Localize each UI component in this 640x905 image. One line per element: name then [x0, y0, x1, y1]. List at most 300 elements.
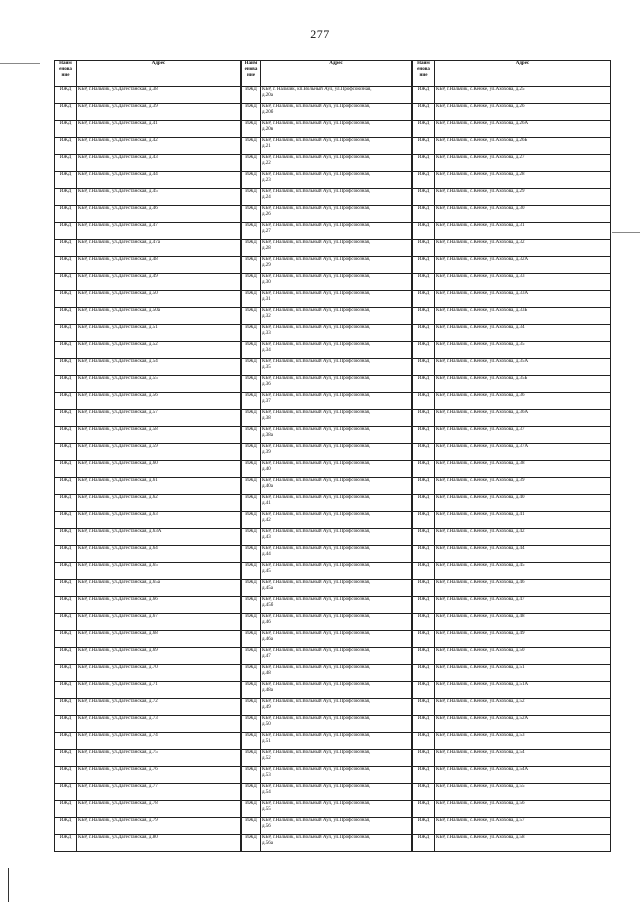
- address-line: КБР, г.Нальчик, ул.Дагестанская, д.47а: [78, 240, 160, 245]
- kind-cell: ИЖД: [55, 682, 77, 699]
- address-cell: [77, 308, 241, 325]
- address-cell: [261, 427, 412, 444]
- address-cell: [77, 478, 241, 495]
- address-line: КБР, г.Нальчик, с.Кенже, ул.Ахохова, д.32А: [436, 257, 529, 262]
- address-cell: [261, 478, 412, 495]
- address-line-house: д.20а: [262, 93, 274, 98]
- address-line: КБР, г.Нальчик, ул.Дагестанская, д.45: [78, 189, 158, 194]
- kind-cell: ИЖД: [413, 631, 435, 648]
- address-line-house: д.43: [262, 535, 271, 540]
- address-cell: [77, 274, 241, 291]
- table-row: [413, 393, 611, 410]
- scan-mark-right: [612, 232, 640, 233]
- address-line: КБР, г.Нальчик, с.Кенже, ул.Ахохова, д.48: [436, 614, 525, 619]
- address-line: КБР, г.Нальчик, ул.Дагестанская, д.76: [78, 767, 158, 772]
- table-row: [55, 257, 241, 274]
- table-row: [242, 699, 412, 716]
- address-line: КБР, г.Нальчик, кп.Вольный Аул, ул.Профсоюзная,: [262, 478, 371, 483]
- address-line: КБР, г.Нальчик, ул.Дагестанская, д.52: [78, 342, 158, 347]
- address-line-house: д.22: [262, 161, 271, 166]
- address-line: КБР, г.Нальчик, с.Кенже, ул.Ахохова, д.36: [436, 393, 525, 398]
- table-row: [242, 614, 412, 631]
- kind-cell: ИЖД: [413, 461, 435, 478]
- table-row: [413, 206, 611, 223]
- address-cell: [77, 138, 241, 155]
- kind-cell: ИЖД: [242, 206, 261, 223]
- address-line: КБР, г.Нальчик, кп.Вольный Аул, ул.Профсоюзная,: [262, 325, 371, 330]
- kind-cell: ИЖД: [413, 274, 435, 291]
- address-cell: [77, 529, 241, 546]
- table-row: [55, 223, 241, 240]
- address-line-house: д.53: [262, 773, 271, 778]
- address-line: КБР, г.Нальчик, кп.Вольный Аул, ул.Профсоюзная,: [262, 767, 371, 772]
- kind-cell: ИЖД: [413, 784, 435, 801]
- table-row: [413, 716, 611, 733]
- table-row: [55, 274, 241, 291]
- address-line: КБР, г.Нальчик, кп.Вольный Аул, ул.Профсоюзная,: [262, 138, 371, 143]
- kind-cell: ИЖД: [413, 750, 435, 767]
- address-cell: [435, 189, 611, 206]
- kind-cell: ИЖД: [242, 291, 261, 308]
- table-row: [242, 206, 412, 223]
- address-cell: [435, 563, 611, 580]
- address-cell: [77, 682, 241, 699]
- table-row: [413, 291, 611, 308]
- address-cell: [77, 631, 241, 648]
- address-cell: [77, 393, 241, 410]
- kind-cell: ИЖД: [413, 240, 435, 257]
- address-line: КБР, г.Нальчик, кп.Вольный Аул, ул.Профсоюзная,: [262, 274, 371, 279]
- address-line-house: д.56а: [262, 841, 274, 846]
- kind-cell: ИЖД: [413, 614, 435, 631]
- address-cell: [435, 393, 611, 410]
- address-header: Адрес: [77, 61, 241, 87]
- address-cell: [77, 410, 241, 427]
- table-row: [55, 699, 241, 716]
- address-line: КБР, г.Нальчик, ул.Дагестанская, д.38: [78, 87, 158, 92]
- kind-cell: ИЖД: [413, 478, 435, 495]
- address-line: КБР, г.Нальчик, кп.Вольный Аул, ул.Профсоюзная,: [262, 716, 371, 721]
- table-row: [413, 223, 611, 240]
- table-row: [242, 580, 412, 597]
- address-line: КБР, г.Нальчик, ул.Дагестанская, д.79: [78, 818, 158, 823]
- kind-cell: ИЖД: [413, 682, 435, 699]
- table-row: [242, 172, 412, 189]
- kind-cell: ИЖД: [242, 393, 261, 410]
- kind-header: Наим енова ние: [413, 61, 435, 87]
- address-line-house: д.35: [262, 365, 271, 370]
- address-line: КБР, г.Нальчик, кп.Вольный Аул, ул.Профсоюзная,: [262, 172, 371, 177]
- kind-cell: ИЖД: [413, 699, 435, 716]
- address-line: КБР, г.Нальчик, ул.Дагестанская, д.72: [78, 699, 158, 704]
- address-cell: [261, 444, 412, 461]
- table-row: [55, 189, 241, 206]
- address-line: КБР, г.Нальчик, кп.Вольный Аул, ул.Профсоюзная,: [262, 291, 371, 296]
- address-line: КБР, г.Нальчик, ул.Дагестанская, д.75: [78, 750, 158, 755]
- address-line-house: д.48а: [262, 688, 274, 693]
- table-row: [413, 733, 611, 750]
- table-row: [55, 495, 241, 512]
- kind-cell: ИЖД: [55, 563, 77, 580]
- table-row: [413, 427, 611, 444]
- address-line-house: д.23: [262, 178, 271, 183]
- table-row: [55, 206, 241, 223]
- address-cell: [435, 410, 611, 427]
- address-line: КБР, г.Нальчик, кп.Вольный Аул, ул.Профсоюзная,: [262, 410, 371, 415]
- address-cell: [261, 801, 412, 818]
- address-line: КБР, г.Нальчик, ул.Дагестанская, д.54: [78, 359, 158, 364]
- address-line-house: д.26: [262, 212, 271, 217]
- address-cell: [435, 376, 611, 393]
- address-cell: [261, 648, 412, 665]
- kind-cell: ИЖД: [242, 784, 261, 801]
- kind-cell: ИЖД: [242, 478, 261, 495]
- table-row: [413, 563, 611, 580]
- table-row: [413, 444, 611, 461]
- address-cell: [435, 648, 611, 665]
- address-line-house: д.42: [262, 518, 271, 523]
- kind-cell: ИЖД: [55, 427, 77, 444]
- table-row: [413, 478, 611, 495]
- table-row: [242, 478, 412, 495]
- address-cell: [261, 546, 412, 563]
- table-row: [55, 291, 241, 308]
- address-line: КБР, г.Нальчик, с.Кенже, ул.Ахохова, д.42: [436, 529, 525, 534]
- address-line: КБР, г.Нальчик, ул.Дагестанская, д.70: [78, 665, 158, 670]
- kind-cell: ИЖД: [55, 274, 77, 291]
- address-cell: [77, 104, 241, 121]
- table-row: [413, 121, 611, 138]
- table-row: [413, 597, 611, 614]
- kind-cell: ИЖД: [55, 138, 77, 155]
- address-cell: [261, 223, 412, 240]
- table-row: [242, 359, 412, 376]
- table-row: [55, 801, 241, 818]
- table-row: [242, 716, 412, 733]
- address-line-house: д.41: [262, 501, 271, 506]
- kind-cell: ИЖД: [242, 274, 261, 291]
- kind-cell: ИЖД: [242, 410, 261, 427]
- address-line: КБР, г.Нальчик, с.Кенже, ул.Ахохова, д.52: [436, 699, 525, 704]
- table-row: [242, 750, 412, 767]
- address-line: КБР, г.Нальчик, кп.Вольный Аул, ул.Профсоюзная,: [262, 359, 371, 364]
- address-line: КБР, г.Нальчик, кп.Вольный Аул, ул.Профсоюзная,: [262, 546, 371, 551]
- kind-cell: ИЖД: [55, 733, 77, 750]
- address-line-house: д.38: [262, 416, 271, 421]
- kind-cell: ИЖД: [242, 665, 261, 682]
- register-rows-right: [413, 87, 611, 852]
- address-line-house: д.40а: [262, 484, 274, 489]
- address-line: КБР, г.Нальчик, кп.Вольный Аул, ул.Профсоюзная,: [262, 648, 371, 653]
- address-cell: [261, 393, 412, 410]
- table-row: [242, 240, 412, 257]
- address-cell: [77, 648, 241, 665]
- address-cell: [435, 359, 611, 376]
- address-line: КБР, г.Нальчик, ул.Дагестанская, д.60: [78, 461, 158, 466]
- kind-cell: ИЖД: [413, 716, 435, 733]
- address-line: КБР, г.Нальчик, с.Кенже, ул.Ахохова, д.27: [436, 155, 525, 160]
- address-cell: [261, 461, 412, 478]
- kind-cell: ИЖД: [55, 835, 77, 852]
- address-cell: [435, 750, 611, 767]
- address-cell: [77, 359, 241, 376]
- address-line: КБР, г.Нальчик, кп.Вольный Аул, ул.Профсоюзная,: [262, 206, 371, 211]
- kind-cell: ИЖД: [242, 614, 261, 631]
- kind-cell: ИЖД: [242, 155, 261, 172]
- address-cell: [77, 325, 241, 342]
- table-row: [55, 308, 241, 325]
- address-line: КБР, г.Нальчик, с.Кенже, ул.Ахохова, д.30: [436, 206, 525, 211]
- table-row: [242, 342, 412, 359]
- address-cell: [435, 597, 611, 614]
- address-line-house: д.45: [262, 569, 271, 574]
- kind-cell: ИЖД: [55, 631, 77, 648]
- address-cell: [77, 257, 241, 274]
- table-row: [55, 733, 241, 750]
- table-row: [242, 410, 412, 427]
- address-cell: [435, 342, 611, 359]
- kind-cell: ИЖД: [55, 206, 77, 223]
- table-row: [413, 87, 611, 104]
- kind-cell: ИЖД: [242, 376, 261, 393]
- address-cell: [435, 546, 611, 563]
- address-line: КБР, г.Нальчик, с.Кенже, ул.Ахохова, д.55: [436, 784, 525, 789]
- table-row: [242, 461, 412, 478]
- address-cell: [261, 614, 412, 631]
- table-row: [413, 461, 611, 478]
- address-line: КБР, г.Нальчик, кп.Вольный Аул, ул.Профсоюзная,: [262, 733, 371, 738]
- address-cell: [261, 104, 412, 121]
- table-row: [55, 325, 241, 342]
- table-row: [55, 631, 241, 648]
- address-line: КБР, г.Нальчик, ул.Дагестанская, д.50а: [78, 308, 160, 313]
- kind-cell: ИЖД: [55, 342, 77, 359]
- kind-cell: ИЖД: [55, 325, 77, 342]
- address-cell: [261, 410, 412, 427]
- kind-cell: ИЖД: [242, 359, 261, 376]
- kind-cell: ИЖД: [242, 801, 261, 818]
- address-cell: [261, 835, 412, 852]
- address-line: КБР, г.Нальчик, с.Кенже, ул.Ахохова, д.52А: [436, 716, 529, 721]
- address-cell: [77, 461, 241, 478]
- table-row: [413, 818, 611, 835]
- table-row: [242, 325, 412, 342]
- table-row: [242, 87, 412, 104]
- address-cell: [261, 750, 412, 767]
- kind-cell: ИЖД: [242, 631, 261, 648]
- kind-cell: ИЖД: [413, 342, 435, 359]
- address-line: КБР, г.Нальчик, ул.Дагестанская, д.49: [78, 274, 158, 279]
- table-row: [55, 104, 241, 121]
- address-line: КБР, г.Нальчик, ул.Дагестанская, д.74: [78, 733, 158, 738]
- address-cell: [435, 206, 611, 223]
- table-row: [55, 342, 241, 359]
- address-line: КБР, г.Нальчик, с.Кенже, ул.Ахохова, д.37А: [436, 444, 529, 449]
- table-row: [242, 784, 412, 801]
- address-line: КБР, г.Нальчик, кп.Вольный Аул, ул.Профсоюзная,: [262, 699, 371, 704]
- kind-cell: ИЖД: [413, 376, 435, 393]
- kind-cell: ИЖД: [242, 597, 261, 614]
- table-row: [55, 359, 241, 376]
- address-line: КБР, г.Нальчик, ул.Дагестанская, д.63А: [78, 529, 162, 534]
- address-line: КБР, г.Нальчик, ул.Дагестанская, д.63: [78, 512, 158, 517]
- address-line: КБР, г.Нальчик, с.Кенже, ул.Ахохова, д.32: [436, 240, 525, 245]
- address-line: КБР, г.Нальчик, с.Кенже, ул.Ахохова, д.56: [436, 801, 525, 806]
- address-cell: [77, 597, 241, 614]
- table-row: [242, 376, 412, 393]
- table-row: [55, 444, 241, 461]
- address-line-house: д.56: [262, 824, 271, 829]
- address-line: КБР, г.Нальчик, ул.Дагестанская, д.56: [78, 393, 158, 398]
- address-line: КБР, г.Нальчик, с.Кенже, ул.Ахохова, д.38: [436, 461, 525, 466]
- table-row: [55, 121, 241, 138]
- address-line: КБР, г.Нальчик, кп.Вольный Аул, ул.Профсоюзная,: [262, 801, 371, 806]
- table-row: [242, 818, 412, 835]
- table-row: [413, 342, 611, 359]
- table-row: [55, 767, 241, 784]
- table-row: [413, 257, 611, 274]
- address-cell: [261, 206, 412, 223]
- kind-header: Наим енова ние: [55, 61, 77, 87]
- table-row: [55, 512, 241, 529]
- table-row: [55, 155, 241, 172]
- address-cell: [261, 189, 412, 206]
- address-line: КБР, г.Нальчик, ул.Дагестанская, д.78: [78, 801, 158, 806]
- address-header: Адрес: [435, 61, 611, 87]
- kind-cell: ИЖД: [55, 750, 77, 767]
- address-cell: [77, 427, 241, 444]
- kind-cell: ИЖД: [413, 648, 435, 665]
- address-line: КБР, г.Нальчик, кп.Вольный Аул, ул.Профсоюзная,: [262, 818, 371, 823]
- address-line: КБР, г.Нальчик, с.Кенже, ул.Ахохова, д.45: [436, 563, 525, 568]
- address-line: КБР, г.Нальчик, ул.Дагестанская, д.67: [78, 614, 158, 619]
- address-cell: [261, 291, 412, 308]
- address-line: КБР, г.Нальчик, ул.Дагестанская, д.50: [78, 291, 158, 296]
- address-cell: [435, 512, 611, 529]
- kind-cell: ИЖД: [413, 580, 435, 597]
- address-cell: [77, 240, 241, 257]
- address-line-house: д.40: [262, 467, 271, 472]
- address-cell: [261, 563, 412, 580]
- address-cell: [435, 495, 611, 512]
- table-row: [55, 393, 241, 410]
- address-cell: [435, 699, 611, 716]
- kind-cell: ИЖД: [413, 138, 435, 155]
- address-line: КБР, г.Нальчик, ул.Дагестанская, д.77: [78, 784, 158, 789]
- register-table-right: [412, 60, 611, 852]
- address-line-house: д.52: [262, 756, 271, 761]
- table-row: [55, 580, 241, 597]
- address-cell: [77, 665, 241, 682]
- table-row: [55, 461, 241, 478]
- address-line: КБР, г.Нальчик, кп.Вольный Аул, ул.Профсоюзная,: [262, 121, 371, 126]
- address-cell: [77, 835, 241, 852]
- address-line: КБР, г.Нальчик, ул.Дагестанская, д.66: [78, 597, 158, 602]
- address-line: КБР, г.Нальчик, кп.Вольный Аул, ул.Профсоюзная,: [262, 495, 371, 500]
- address-line: КБР, г.Нальчик, с.Кенже, ул.Ахохова, д.33: [436, 274, 525, 279]
- address-line-house: д.51: [262, 739, 271, 744]
- address-cell: [435, 87, 611, 104]
- table-row: [242, 291, 412, 308]
- address-line: КБР, г.Нальчик, с.Кенже, ул.Ахохова, д.47: [436, 597, 525, 602]
- kind-cell: ИЖД: [413, 818, 435, 835]
- address-cell: [261, 784, 412, 801]
- address-line-house: д.30: [262, 280, 271, 285]
- kind-cell: ИЖД: [413, 291, 435, 308]
- table-row: [413, 359, 611, 376]
- table-row: [55, 427, 241, 444]
- address-cell: [261, 325, 412, 342]
- kind-cell: ИЖД: [242, 818, 261, 835]
- address-line: КБР, г.Нальчик, с.Кенже, ул.Ахохова, д.57: [436, 818, 525, 823]
- address-line-house: д.21: [262, 144, 271, 149]
- table-row: [55, 614, 241, 631]
- address-line: КБР, г.Нальчик, ул.Дагестанская, д.59: [78, 444, 158, 449]
- address-cell: [435, 240, 611, 257]
- address-line: КБР, г.Нальчик, ул.Дагестанская, д.69: [78, 648, 158, 653]
- table-row: [242, 835, 412, 852]
- address-line: КБР, г.Нальчик, кп.Вольный Аул, ул.Профсоюзная,: [262, 240, 371, 245]
- kind-cell: ИЖД: [413, 104, 435, 121]
- address-line: КБР, г.Нальчик, ул.Дагестанская, д.47: [78, 223, 158, 228]
- address-line: КБР, г.Нальчик, с.Кенже, ул.Ахохова, д.44: [436, 546, 525, 551]
- table-row: [413, 155, 611, 172]
- address-cell: [77, 495, 241, 512]
- address-line: КБР, г.Нальчик, с.Кенже, ул.Ахохова, д.26А: [436, 121, 529, 126]
- address-cell: [435, 801, 611, 818]
- kind-cell: ИЖД: [55, 716, 77, 733]
- table-header: [55, 61, 241, 87]
- address-cell: [435, 291, 611, 308]
- address-cell: [77, 87, 241, 104]
- address-line-house: д.24: [262, 195, 271, 200]
- kind-cell: ИЖД: [242, 138, 261, 155]
- kind-cell: ИЖД: [413, 512, 435, 529]
- kind-cell: ИЖД: [55, 801, 77, 818]
- address-cell: [261, 274, 412, 291]
- address-line-house: д.55: [262, 807, 271, 812]
- table-row: [413, 274, 611, 291]
- kind-cell: ИЖД: [55, 512, 77, 529]
- address-line: КБР, г.Нальчик, с.Кенже, ул.Ахохова, д.46: [436, 580, 525, 585]
- kind-cell: ИЖД: [413, 410, 435, 427]
- address-line-house: д.34: [262, 348, 271, 353]
- address-cell: [435, 529, 611, 546]
- table-row: [413, 767, 611, 784]
- table-row: [242, 223, 412, 240]
- address-cell: [435, 223, 611, 240]
- table-row: [242, 801, 412, 818]
- kind-cell: ИЖД: [55, 291, 77, 308]
- table-row: [242, 512, 412, 529]
- address-cell: [435, 325, 611, 342]
- address-line-house: д.54: [262, 790, 271, 795]
- kind-cell: ИЖД: [413, 87, 435, 104]
- address-line-house: д.32: [262, 314, 271, 319]
- address-cell: [435, 308, 611, 325]
- address-line: КБР, г.Нальчик, с.Кенже, ул.Ахохова, д.39: [436, 478, 525, 483]
- address-line: КБР, г.Нальчик, кп.Вольный Аул, ул.Профсоюзная,: [262, 597, 371, 602]
- address-line-house: д.29: [262, 263, 271, 268]
- kind-cell: ИЖД: [413, 529, 435, 546]
- kind-cell: ИЖД: [413, 801, 435, 818]
- address-cell: [435, 818, 611, 835]
- kind-cell: ИЖД: [55, 444, 77, 461]
- address-line: КБР, г.Нальчик, кп.Вольный Аул, ул.Профсоюзная,: [262, 104, 371, 109]
- table-row: [242, 767, 412, 784]
- address-line: КБР, г.Нальчик, ул.Дагестанская, д.39: [78, 104, 158, 109]
- address-cell: [435, 461, 611, 478]
